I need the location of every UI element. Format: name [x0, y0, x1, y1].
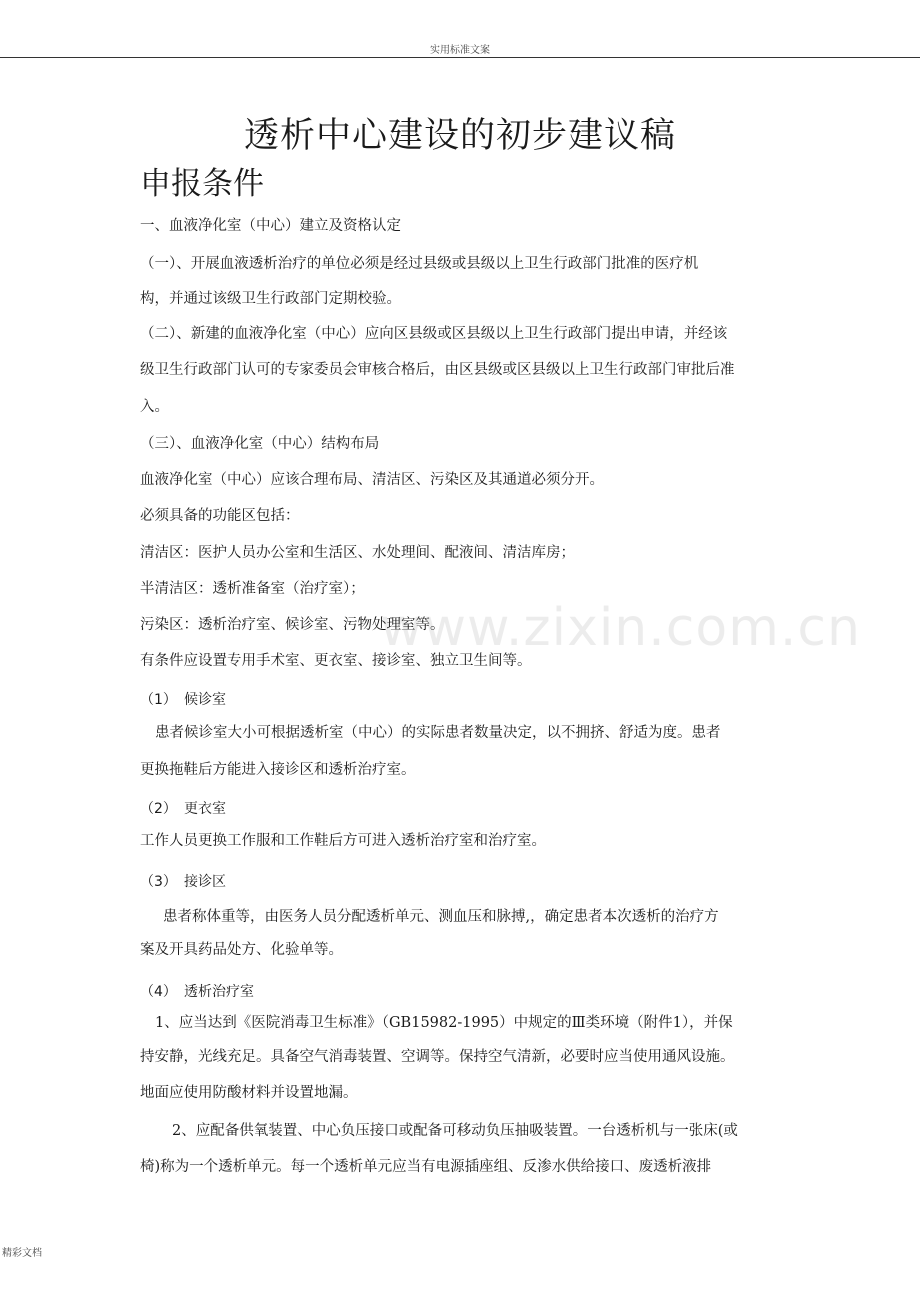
subsection-number: （3）: [140, 874, 177, 890]
paragraph-line: 构，并通过该级卫生行政部门定期校验。: [140, 291, 401, 307]
paragraph-line: 级卫生行政部门认可的专家委员会审核合格后，由区县级或区县级以上卫生行政部门审批后准: [140, 362, 735, 378]
paragraph-line: 半清洁区：透析准备室（治疗室）；: [140, 581, 365, 597]
paragraph-line: 工作人员更换工作服和工作鞋后方可进入透析治疗室和治疗室。: [140, 833, 546, 849]
subsection-label: 透析治疗室: [184, 984, 254, 1000]
paragraph-line: 血液净化室（中心）应该合理布局、清洁区、污染区及其通道必须分开。: [140, 472, 604, 488]
subsection-heading: [140, 799, 226, 819]
paragraph-line: 更换拖鞋后方能进入接诊区和透析治疗室。: [140, 762, 416, 778]
section-heading: 申报条件: [140, 166, 264, 202]
page-header-text: 实用标准文案: [430, 45, 490, 56]
paragraph-line: 持安静，光线充足。具备空气消毒装置、空调等。保持空气清新，必要时应当使用通风设施。: [140, 1049, 735, 1065]
paragraph-line: （三）、血液净化室（中心）结构布局: [140, 436, 380, 452]
paragraph-line: 患者候诊室大小可根据透析室（中心）的实际患者数量决定，以不拥挤、舒适为度。患者: [155, 725, 721, 741]
paragraph-line: （一）、开展血液透析治疗的单位必须是经过县级或县级以上卫生行政部门批准的医疗机: [140, 256, 699, 272]
subsection-heading: [140, 690, 226, 710]
paragraph-line: 1、应当达到《医院消毒卫生标准》（GB15982-1995）中规定的Ⅲ类环境（附件1），并保: [155, 1015, 733, 1031]
subsection-heading: [140, 872, 226, 892]
paragraph-line: 2、应配备供氧装置、中心负压接口或配备可移动负压抽吸装置。一台透析机与一张床(或: [172, 1123, 738, 1139]
subsection-number: （1）: [140, 692, 177, 708]
header-divider: [0, 57, 920, 58]
paragraph-line: 患者称体重等，由医务人员分配透析单元、测血压和脉搏,，确定患者本次透析的治疗方: [163, 909, 719, 925]
paragraph-line: 地面应使用防酸材料并设置地漏。: [140, 1085, 358, 1101]
subsection-number: （4）: [140, 984, 177, 1000]
subsection-label: 更衣室: [184, 801, 226, 817]
subsection-heading: [140, 982, 254, 1002]
paragraph-line: 椅)称为一个透析单元。每一个透析单元应当有电源插座组、反渗水供给接口、废透析液排: [140, 1159, 712, 1175]
subsection-label: 接诊区: [184, 874, 226, 890]
paragraph-line: 一、血液净化室（中心）建立及资格认定: [140, 218, 401, 234]
paragraph-line: （二）、新建的血液净化室（中心）应向区县级或区县级以上卫生行政部门提出申请，并经该: [140, 326, 728, 342]
document-title: 透析中心建设的初步建议稿: [243, 116, 676, 156]
paragraph-line: 污染区：透析治疗室、候诊室、污物处理室等。: [140, 617, 445, 633]
paragraph-line: 必须具备的功能区包括：: [140, 508, 300, 524]
subsection-label: 候诊室: [184, 692, 226, 708]
paragraph-line: 案及开具药品处方、化验单等。: [140, 942, 343, 958]
subsection-number: （2）: [140, 801, 177, 817]
page-footer-text: 精彩文档: [2, 1248, 42, 1259]
paragraph-line: 有条件应设置专用手术室、更衣室、接诊室、独立卫生间等。: [140, 653, 532, 669]
paragraph-line: 清洁区：医护人员办公室和生活区、水处理间、配液间、清洁库房；: [140, 545, 575, 561]
paragraph-line: 入。: [140, 399, 169, 415]
watermark: www.zixin.com.cn: [380, 598, 861, 658]
